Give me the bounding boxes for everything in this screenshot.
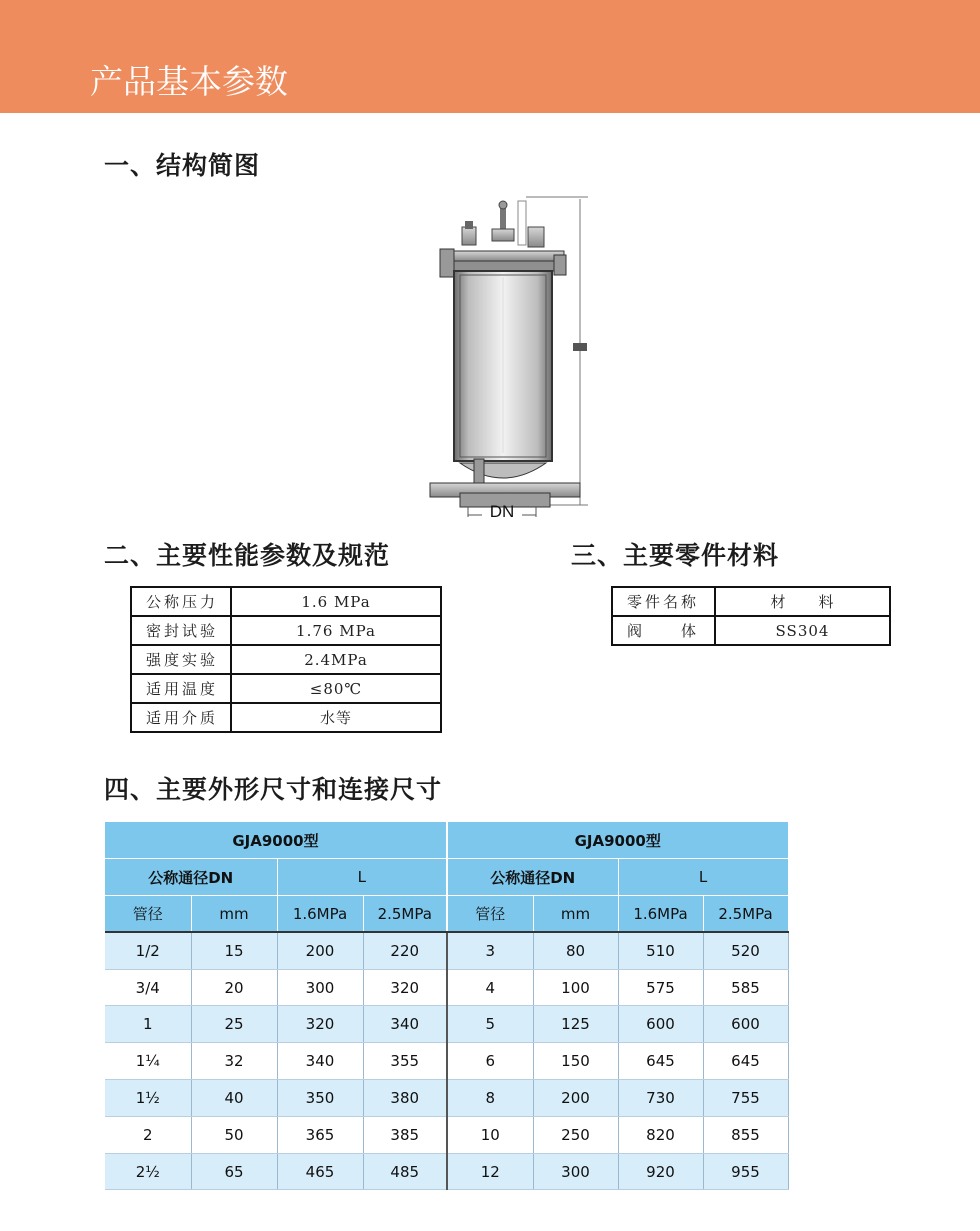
- table-cell: 365: [277, 1116, 363, 1153]
- table-cell: 920: [618, 1153, 703, 1190]
- dimension-table: [105, 822, 789, 1190]
- table-cell: 820: [618, 1116, 703, 1153]
- table-cell: 3/4: [105, 969, 191, 1006]
- header-banner: [0, 0, 980, 113]
- performance-table: [130, 586, 442, 733]
- table-cell: 4: [447, 969, 533, 1006]
- page-title: 产品基本参数: [90, 62, 288, 101]
- col-header: 1.6MPa: [618, 896, 703, 933]
- table-cell: 755: [703, 1080, 788, 1117]
- param-value: 1.6 MPa: [231, 587, 441, 616]
- table-cell: 350: [277, 1080, 363, 1117]
- param-value: ≤80℃: [231, 674, 441, 703]
- table-header-row: [612, 587, 890, 616]
- table-cell: 955: [703, 1153, 788, 1190]
- table-row: [105, 969, 788, 1006]
- table-cell: 80: [533, 932, 618, 969]
- table-cell: 855: [703, 1116, 788, 1153]
- param-name: 密封试验: [131, 616, 231, 645]
- col-header: mm: [533, 896, 618, 933]
- valve-structure-diagram: [418, 193, 593, 520]
- table-cell: 220: [363, 932, 447, 969]
- table-cell: 20: [191, 969, 277, 1006]
- col-header: 2.5MPa: [703, 896, 788, 933]
- table-cell: 32: [191, 1043, 277, 1080]
- param-name: 公称压力: [131, 587, 231, 616]
- param-value: 水等: [231, 703, 441, 732]
- table-cell: 8: [447, 1080, 533, 1117]
- table-cell: 10: [447, 1116, 533, 1153]
- table-row: [131, 703, 441, 732]
- table-cell: 385: [363, 1116, 447, 1153]
- table-cell: 5: [447, 1006, 533, 1043]
- part-name: 阀 体: [612, 616, 715, 645]
- table-cell: 250: [533, 1116, 618, 1153]
- table-cell: 730: [618, 1080, 703, 1117]
- l-header-right: L: [618, 859, 788, 896]
- table-cell: 465: [277, 1153, 363, 1190]
- section-title-structure: 一、结构简图: [104, 151, 261, 180]
- param-name: 强度实验: [131, 645, 231, 674]
- table-row: [105, 1153, 788, 1190]
- table-cell: 600: [703, 1006, 788, 1043]
- param-name: 适用温度: [131, 674, 231, 703]
- table-cell: 25: [191, 1006, 277, 1043]
- group-header-row: [105, 859, 788, 896]
- table-cell: 1/2: [105, 932, 191, 969]
- diagram-dn-label: DN: [489, 502, 515, 520]
- param-name: 适用介质: [131, 703, 231, 732]
- table-cell: 320: [277, 1006, 363, 1043]
- table-row: [105, 932, 788, 969]
- table-cell: 200: [277, 932, 363, 969]
- table-cell: 575: [618, 969, 703, 1006]
- table-cell: 520: [703, 932, 788, 969]
- table-cell: 65: [191, 1153, 277, 1190]
- section-title-materials: 三、主要零件材料: [571, 541, 780, 570]
- table-cell: 50: [191, 1116, 277, 1153]
- table-cell: 2: [105, 1116, 191, 1153]
- part-name-header: 零件名称: [612, 587, 715, 616]
- table-cell: 100: [533, 969, 618, 1006]
- table-cell: 300: [277, 969, 363, 1006]
- material-value: SS304: [715, 616, 890, 645]
- table-cell: 340: [363, 1006, 447, 1043]
- table-row: [131, 587, 441, 616]
- l-header-left: L: [277, 859, 447, 896]
- table-cell: 510: [618, 932, 703, 969]
- table-cell: 2½: [105, 1153, 191, 1190]
- table-cell: 485: [363, 1153, 447, 1190]
- param-value: 1.76 MPa: [231, 616, 441, 645]
- table-cell: 15: [191, 932, 277, 969]
- section-title-performance: 二、主要性能参数及规范: [104, 541, 391, 570]
- col-header: 管径: [447, 896, 533, 933]
- table-cell: 600: [618, 1006, 703, 1043]
- col-header: 管径: [105, 896, 191, 933]
- table-cell: 585: [703, 969, 788, 1006]
- table-cell: 380: [363, 1080, 447, 1117]
- table-cell: 355: [363, 1043, 447, 1080]
- material-header: 材 料: [715, 587, 890, 616]
- table-cell: 12: [447, 1153, 533, 1190]
- model-right-header: GJA9000型: [447, 822, 788, 859]
- table-cell: 320: [363, 969, 447, 1006]
- table-cell: 3: [447, 932, 533, 969]
- col-header: 2.5MPa: [363, 896, 447, 933]
- table-row: [105, 1116, 788, 1153]
- table-row: [131, 674, 441, 703]
- table-cell: 645: [618, 1043, 703, 1080]
- param-value: 2.4MPa: [231, 645, 441, 674]
- model-header-row: [105, 822, 788, 859]
- table-cell: 645: [703, 1043, 788, 1080]
- materials-table: [611, 586, 891, 646]
- table-cell: 300: [533, 1153, 618, 1190]
- table-cell: 6: [447, 1043, 533, 1080]
- table-cell: 1: [105, 1006, 191, 1043]
- col-header: mm: [191, 896, 277, 933]
- table-row: [105, 1006, 788, 1043]
- table-cell: 125: [533, 1006, 618, 1043]
- sub-header-row: [105, 896, 788, 933]
- table-row: [131, 645, 441, 674]
- table-cell: 1¼: [105, 1043, 191, 1080]
- table-cell: 340: [277, 1043, 363, 1080]
- table-cell: 150: [533, 1043, 618, 1080]
- model-left-header: GJA9000型: [105, 822, 447, 859]
- dn-header-left: 公称通径DN: [105, 859, 277, 896]
- table-cell: 40: [191, 1080, 277, 1117]
- section-title-dimensions: 四、主要外形尺寸和连接尺寸: [104, 775, 443, 804]
- table-cell: 200: [533, 1080, 618, 1117]
- table-row: [612, 616, 890, 645]
- table-row: [131, 616, 441, 645]
- col-header: 1.6MPa: [277, 896, 363, 933]
- table-row: [105, 1043, 788, 1080]
- table-cell: 1½: [105, 1080, 191, 1117]
- table-row: [105, 1080, 788, 1117]
- dn-header-right: 公称通径DN: [447, 859, 618, 896]
